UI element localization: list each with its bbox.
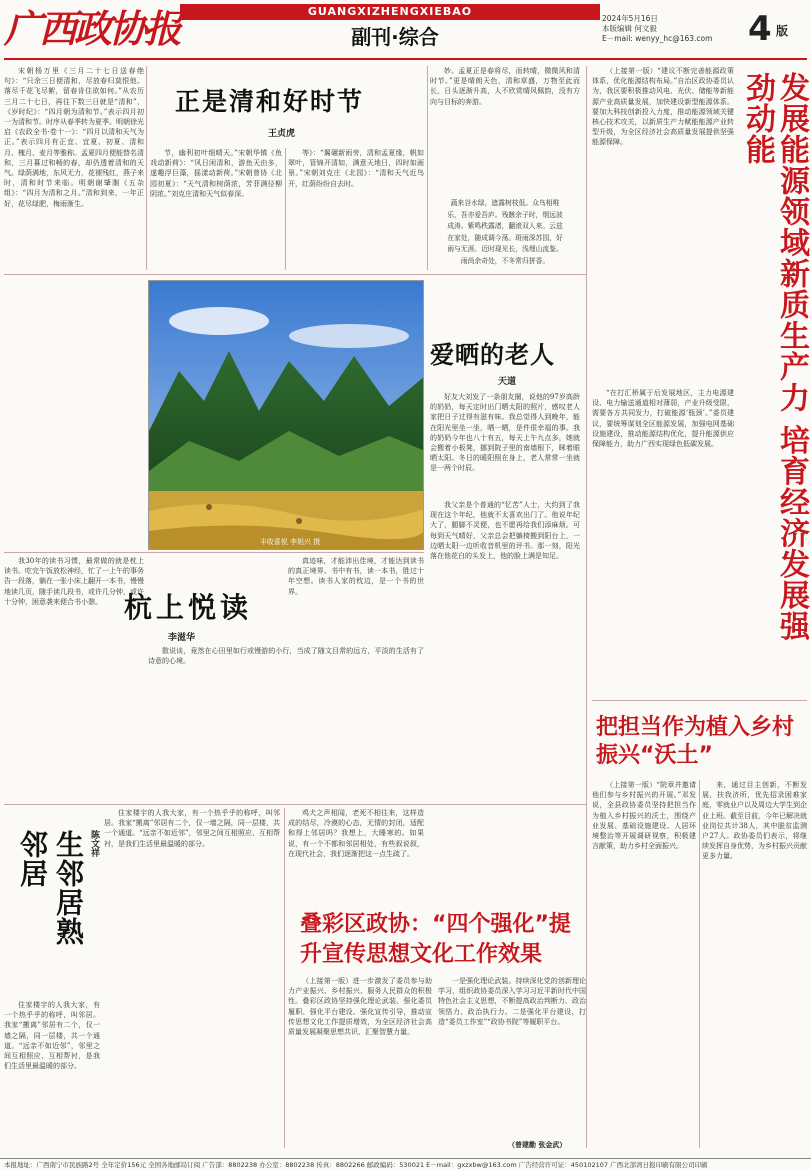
masthead-rule (4, 58, 807, 60)
article4-title: 生邻居熟邻居 (16, 830, 85, 946)
section-title: 副刊·综合 (351, 25, 439, 49)
article7-title: 把担当作为植入乡村振兴“沃土” (596, 715, 795, 768)
article4-author: 陈文祥 (89, 830, 99, 857)
article2-title: 爱晒的老人 (430, 341, 555, 369)
article1-col3: 等》：“翼碾新雨旁，清和孟夏缘，帆如翠叶，管锦开清如，满意天地日，四时如画景。”宋朝刘克庄《北园》：“清和天气近鸟开，红荫纷纷自去时。 (288, 149, 424, 188)
photo-caption: 丰收喜悦 李旭兴 摄 (259, 538, 321, 546)
article4-col2: 鸡犬之声相闻，老死不相往来，这样造成的结尽，冷漠的心态，无情的封闭，适配和得上邻居吗？我想上，大睡寒的。如果说，有一个不都和邻居相处，有些叙说叙，在现代社会，我们逐渐把这一点生疏了。 (288, 809, 424, 858)
article5-byline: （曾建勤 张金武） (508, 1141, 567, 1149)
article5-title: 叠彩区政协：“四个强化”提升宣传思想文化工作效果 (300, 912, 571, 967)
article4-col1b: 住家楼宇的人我大家，有一个热乎乎的称呼，叫邻居。我家“搬离”邻居有二个，仅一墙之隔，同一层楼，共一个通道。“远亲不如近邻”，邻里之间互相照应、互相帮衬，是我们生活里最温暖的部分。 (4, 1001, 100, 1071)
mountain-photo (148, 280, 424, 550)
article6-col1: （上接第一版）“建议不断完善能源政策体系，优化能源结构布局。”自治区政协委员认为，我区要积极推动风电、光伏、储能等新能源产业高质量发展，加快建设新型能源体系。要加大科技创新投入力度，推动能源领域关键核心技术攻关，以新质生产力赋能能源产业转型升级，为全区经济社会高质量发展提供坚强能源保障。 (592, 67, 734, 147)
article2-col1: 好友大刘发了一条朋友圈，说他的97岁高龄的奶奶，每天定时出门晒太阳的照片，感叹老人家把日子过得有滋有味。我总觉得人到晚年，能在阳光里坐一坐，晒一晒，是件很幸福的事。我的奶奶今年也八十有五，每天上午九点多，她就会搬着小板凳，挪到院子里的南墙根下，眯着眼晒太阳。冬日的暖阳照在身上，老人常常一坐就是一两个时辰。 (430, 393, 580, 473)
footer-info: 本报地址：广西南宁市民族路2号 全年定价156元 全国各地邮局订阅 广告部：8802238 办公室：8802238 传真：8802266 邮政编码：530021 E－mail：gxzxbw@163.com 广告经营许可证：450102107 广西北部湾日报印刷有限公司印刷 (0, 1158, 811, 1170)
article1-poem: 蔬来谷水绿，遮露树枝低。众鸟相唯乐，吾亦爱吾庐。残骸余子时，烟远波成涛。紫鸣秩露渚，翻滚双人来。云兹在家处，随成调今荡。斑雨深苏园，好雨与无涯。近时现见长，浅埋山流鉴。雨尚余奇处，不冬常归拼香。 (447, 199, 563, 265)
article1-col2: 节，幽利初叶细晴天。”宋朝华镇《鱼戏动新荷》：“风日闲清和，游鱼天由多，遂趣浮巨藻，摇漾动新荷。”宋朝曾协《北园初夏》：“天气清和树荫浓，芳菲满径柳阴浓。”刘克庄清和天气似春深。 (150, 149, 282, 198)
editor-name: 本版编辑 何文毅 (602, 24, 657, 33)
page-label: 版 (776, 24, 789, 38)
article3-author: 李滋华 (168, 633, 196, 643)
article4-col1: 住家楼宇的人我大家，有一个热乎乎的称呼，叫邻居。我家“搬离”邻居有二个，仅一墙之隔，同一层楼，共一个通道。“远亲不如近邻”，邻里之间互相照应、互相帮衬，是我们生活里最温暖的部分。 (104, 809, 280, 848)
landscape-image (149, 281, 424, 550)
page-number: 4 (748, 9, 772, 49)
article1-col1: 宋朝杨万里《三月二十七日送春绝句》：“只余三日便清和，尽放春归莫恨他。落尽千花飞尽絮，留春肯住欲如何。”从农历三月二十七日，再往下数三日就是“清和”，《岁时纪》：“四月朝为清和节。”表示四月初一为清和节。时序从春季转为夏季。明朝徐光启《农政全书·卷十一》：“四月以清和天气为正。”表示四月有正宜、宜夏、初夏、清和月、槐月、麦月等雅称。孟夏四月便能替名清和，三月暮过和畅的春，却仍透着清和的天气。绿荫满地，东风无力，花褪残红，燕子来时，清和时节来临。明朝谢肇淛《五杂组》：“四月为清和之月。”清和到来，一年正好，花尽绿肥，梅雨渐生。 (4, 67, 144, 208)
article7-col2: 来，通过目主创新，不断发展，扶我济所，优先招录困难家庭，零就业户以及周边大学生到企业上班。截至目前，今年已解决就业岗位共计38人，其中脱贫监测户27人。政协委员们表示，将继续发挥自身优势，为乡村振兴贡献更多力量。 (702, 781, 807, 861)
article3-col2: 真迹味，才能沛出佳境，才能达到读书的真正境界。书中有书，读一本书，胜过十年空想。读书人家的枕边，是一个书的世界。 (288, 557, 424, 596)
article2-author: 天道 (498, 377, 517, 387)
article7-col1: （上接第一版）“院章并邀请他们参与乡村振兴的开展。”邓发说，全县政协委员坚持把担当作为植入乡村振兴的沃土，围绕产业发展、基础设施建设、人居环境整治等开展调研视察，积极建言献策，助力乡村全面振兴。 (592, 781, 696, 851)
issue-info (602, 14, 742, 44)
issue-date: 2024年5月16日 (602, 14, 658, 23)
article3-col3: 散说谈，竟然在心田里如行或慢游的小行，当成了随文目常的远方，平淡的生活有了诗意的心境。 (148, 647, 424, 666)
article1-author: 王贞虎 (268, 129, 296, 139)
article1-col4: 妙。孟夏正是春将尽，而转晴，微微风和清时节。”更是晴朗天色，清和草盛，万物至此而长，日头逐渐升高，人不欣赏晴风佩韵，没有方向与目标的奔游。 (430, 67, 580, 106)
article2-col2: 我父亲是个普通的“忆苦”人士，大约到了我现在这个年纪，他就不太喜欢出门了。他说年纪大了，腿脚不灵便，也不愿再给我们添麻烦。可每到天气晴好，父亲总会把躺椅搬到阳台上，一边晒太阳一边听收音机里的评书。那一刻，阳光落在他花白的头发上，他的脸上满是知足。 (430, 501, 580, 561)
article3-col1: 我30年的读书习惯，最常做的就是枕上读书。吃完午饭放松神经，忙了一上午的事务告一段落，躺在一张小床上翻开一本书，慢慢地读几页，随手读几段书，或许几分钟，或许十分钟，困意袭来便合书小憩。 (4, 557, 144, 606)
newspaper-logo: 广西政协报 (4, 6, 180, 51)
article6-title: 发展能源领域新质生产力 培育经济发展强劲动能 (740, 72, 809, 642)
article5-col1: （上接第一版）进一步激发了委员参与助力产业振兴、乡村振兴、服务人民群众的积极性。叠彩区政协坚持强化理论武装、强化委员履职、强化平台建设、强化宣传引导，推动宣传思想文化工作提质增效，为全区经济社会高质量发展凝聚思想共识、汇聚智慧力量。 (288, 977, 432, 1037)
article6-col2: “在打汇桥属于后发展地区，主力电源建设、电力输送通道相对薄弱，产业升级受限，需要各方共同发力，打破能源‘瓶颈’。”委员建议，要统筹谋划全区能源发展，加强电网基础设施建设，推动能源结构优化，提升能源供应保障能力，助力广西实现绿色低碳发展。 (592, 389, 734, 449)
editor-email: E－mail: wenyy_hc@163.com (602, 34, 713, 43)
article3-title: 杭上悦读 (124, 591, 253, 624)
article1-title: 正是清和好时节 (175, 87, 365, 116)
article5-col2: 一是强化理论武装。持续深化党的创新理论学习，组织政协委员深入学习习近平新时代中国特色社会主义思想，不断提高政治判断力、政治领悟力、政治执行力。二是强化平台建设，打造“委员工作室”“政协书院”等履职平台。 (438, 977, 586, 1026)
masthead-pinyin: GUANGXIZHENGXIEBAO (180, 4, 600, 20)
